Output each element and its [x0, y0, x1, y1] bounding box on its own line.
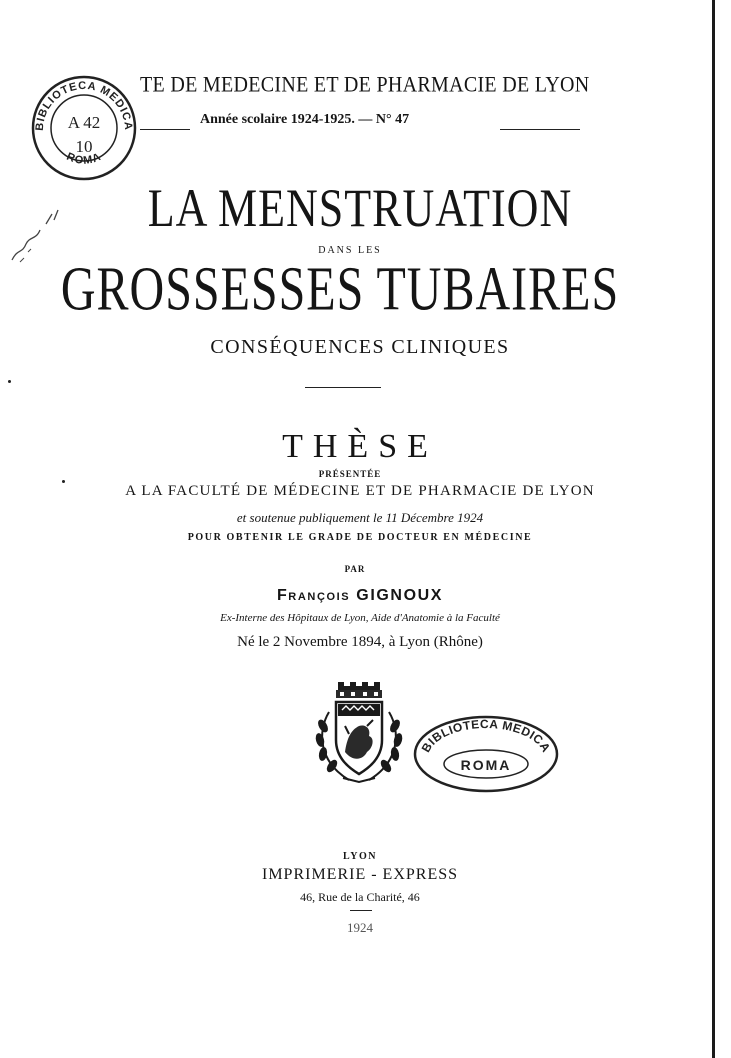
by-label: PAR	[344, 564, 366, 574]
library-oval-stamp	[412, 714, 560, 794]
publisher-name: IMPRIMERIE - EXPRESS	[261, 866, 459, 883]
page-edge-shadow	[712, 0, 715, 1058]
subtitle: CONSÉQUENCES CLINIQUES	[210, 336, 510, 358]
author-titles: Ex-Interne des Hôpitaux de Lyon, Aide d'Anatomie à la Faculté	[220, 612, 500, 624]
round-stamp-top-text: BIBLIOTECA MEDICA	[33, 79, 135, 132]
title-connector: DANS LES	[318, 245, 382, 256]
publisher-city: LYON	[343, 851, 377, 862]
publisher-address: 46, Rue de la Charité, 46	[300, 890, 420, 904]
author-name: François GIGNOUX	[276, 587, 444, 604]
svg-text:BIBLIOTECA MEDICA	[419, 717, 554, 755]
title-line-1: LA MENSTRUATION	[147, 178, 573, 239]
degree-line: POUR OBTENIR LE GRADE DE DOCTEUR EN MÉDECINE	[187, 532, 533, 543]
thesis-heading: THÈSE	[282, 428, 438, 465]
author-birth: Né le 2 Novembre 1894, à Lyon (Rhône)	[237, 634, 483, 650]
title-line-2: GROSSESSES TUBAIRES	[60, 255, 620, 324]
faculty-line: A LA FACULTÉ DE MÉDECINE ET DE PHARMACIE DE LYON	[125, 483, 595, 499]
lyon-coat-of-arms-emblem	[305, 682, 411, 788]
round-stamp-number: 10	[75, 137, 93, 156]
title-divider	[305, 387, 381, 388]
imprint-rule	[350, 910, 372, 911]
page-speck	[62, 480, 65, 483]
header-rule-left	[140, 129, 190, 130]
oval-stamp-bottom-text: ROMA	[460, 757, 512, 773]
presented-label: PRÉSENTÉE	[318, 469, 382, 479]
header-rule-right	[500, 129, 580, 130]
oval-stamp-top-text: BIBLIOTECA MEDICA	[418, 716, 554, 755]
page-speck	[8, 380, 11, 383]
publication-year: 1924	[347, 920, 373, 935]
round-stamp-shelfmark: A 42	[67, 113, 101, 132]
school-year-number: Année scolaire 1924-1925. — N° 47	[200, 112, 410, 127]
round-stamp-bottom-text: ROMA	[64, 150, 104, 167]
library-round-stamp	[29, 72, 139, 182]
defense-date-line: et soutenue publiquement le 11 Décembre 1924	[236, 510, 484, 525]
margin-handwriting-mark	[6, 200, 66, 270]
faculty-header: TE DE MEDECINE ET DE PHARMACIE DE LYON	[140, 72, 590, 98]
